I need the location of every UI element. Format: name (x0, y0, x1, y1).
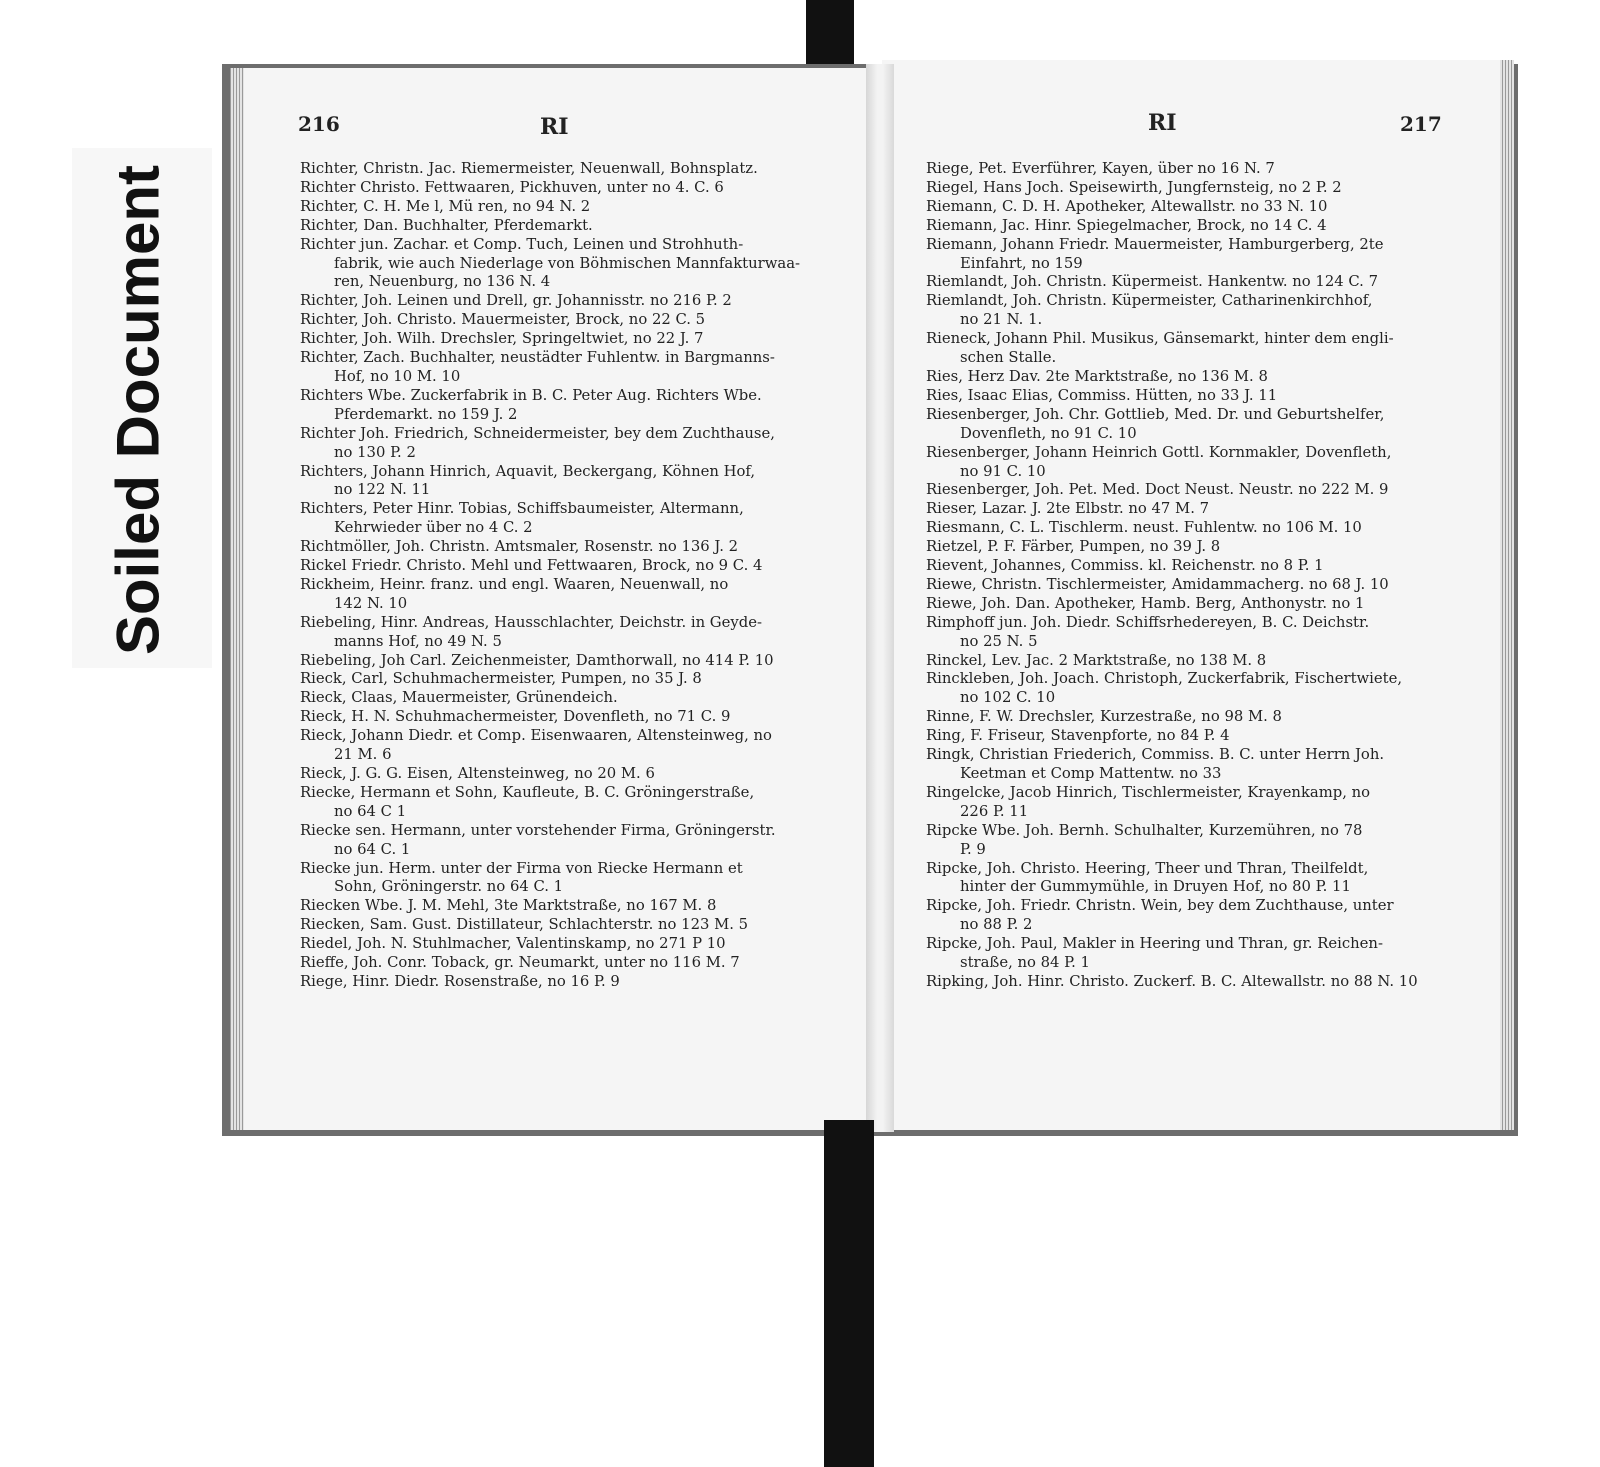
directory-entry: Ring, F. Friseur, Stavenpforte, no 84 P. 4 (926, 727, 1230, 745)
directory-entry: Richter, Dan. Buchhalter, Pferdemarkt. (300, 216, 593, 234)
directory-entry: Ripking, Joh. Hinr. Christo. Zuckerf. B. C. Altewallstr. no 88 N. 10 (926, 972, 1418, 990)
directory-entry: Rieffe, Joh. Conr. Toback, gr. Neumarkt, unter no 116 M. 7 (300, 954, 740, 972)
directory-entry: Rievent, Johannes, Commiss. kl. Reichenstr. no 8 P. 1 (926, 557, 1324, 575)
directory-entry: Rickel Friedr. Christo. Mehl und Fettwaaren, Brock, no 9 C. 4 (300, 557, 763, 575)
right-running-head: RI (1148, 110, 1177, 136)
directory-entry: Richtmöller, Joh. Christn. Amtsmaler, Rosenstr. no 136 J. 2 (300, 538, 739, 556)
directory-entry: Riemann, Jac. Hinr. Spiegelmacher, Brock, no 14 C. 4 (926, 216, 1327, 234)
directory-entry: Riebeling, Hinr. Andreas, Hausschlachter, Deichstr. in Geyde- manns Hof, no 49 N. 5 (300, 613, 762, 650)
directory-entry: Riesenberger, Johann Heinrich Gottl. Kornmakler, Dovenfleth, no 91 C. 10 (926, 443, 1392, 480)
directory-entry: Ripcke, Joh. Paul, Makler in Heering und Thran, gr. Reichen- straße, no 84 P. 1 (926, 935, 1383, 972)
directory-entry: Richter, Joh. Leinen und Drell, gr. Johannisstr. no 216 P. 2 (300, 292, 732, 310)
directory-entry: Riegel, Hans Joch. Speisewirth, Jungfernsteig, no 2 P. 2 (926, 178, 1342, 196)
directory-entry: Riewe, Christn. Tischlermeister, Amidammacherg. no 68 J. 10 (926, 575, 1389, 593)
right-page-edge (1500, 60, 1514, 1130)
directory-entry: Rieck, Claas, Mauermeister, Grünendeich. (300, 689, 618, 707)
directory-entry: Rimphoff jun. Joh. Diedr. Schiffsrhedereyen, B. C. Deichstr. no 25 N. 5 (926, 613, 1370, 650)
directory-entry: Rinckleben, Joh. Joach. Christoph, Zuckerfabrik, Fischertwiete, no 102 C. 10 (926, 670, 1403, 707)
directory-entry: Richter jun. Zachar. et Comp. Tuch, Leinen und Strohhuth- fabrik, wie auch Niederlage von Böhmischen Mannfakturwaa- ren, Neuenburg, no 136 N. 4 (300, 235, 801, 291)
directory-entry: Riebeling, Joh Carl. Zeichenmeister, Damthorwall, no 414 P. 10 (300, 651, 774, 669)
left-running-head: RI (540, 114, 569, 140)
right-entry-list (926, 160, 1460, 992)
directory-entry: Riege, Hinr. Diedr. Rosenstraße, no 16 P. 9 (300, 972, 620, 990)
directory-entry: Rietzel, P. F. Färber, Pumpen, no 39 J. 8 (926, 538, 1221, 556)
directory-entry: Richter, Christn. Jac. Riemermeister, Neuenwall, Bohnsplatz. (300, 160, 758, 177)
directory-entry: Riesenberger, Joh. Chr. Gottlieb, Med. Dr. und Geburtshelfer, Dovenfleth, no 91 C. 10 (926, 405, 1385, 442)
directory-entry: Riecke jun. Herm. unter der Firma von Riecke Hermann et Sohn, Gröningerstr. no 64 C. 1 (300, 859, 743, 896)
directory-entry: Rickheim, Heinr. franz. und engl. Waaren, Neuenwall, no 142 N. 10 (300, 575, 729, 612)
directory-entry: Riemann, Johann Friedr. Mauermeister, Hamburgerberg, 2te Einfahrt, no 159 (926, 235, 1384, 272)
directory-entry: Riemlandt, Joh. Christn. Küpermeister, Catharinenkirchhof, no 21 N. 1. (926, 292, 1373, 329)
soiled-document-stamp: Soiled Document (104, 164, 172, 656)
directory-entry: Rieser, Lazar. J. 2te Elbstr. no 47 M. 7 (926, 500, 1210, 518)
directory-entry: Riewe, Joh. Dan. Apotheker, Hamb. Berg, Anthonystr. no 1 (926, 594, 1365, 612)
directory-entry: Riesmann, C. L. Tischlerm. neust. Fuhlentw. no 106 M. 10 (926, 519, 1362, 537)
left-page-edge (230, 68, 244, 1130)
directory-entry: Ringelcke, Jacob Hinrich, Tischlermeister, Krayenkamp, no 226 P. 11 (926, 783, 1371, 820)
directory-entry: Riesenberger, Joh. Pet. Med. Doct Neust. Neustr. no 222 M. 9 (926, 481, 1389, 499)
directory-entry: Ripcke, Joh. Friedr. Christn. Wein, bey dem Zuchthause, unter no 88 P. 2 (926, 897, 1394, 934)
directory-entry: Richter Joh. Friedrich, Schneidermeister, bey dem Zuchthause, no 130 P. 2 (300, 424, 775, 461)
bookmark-ribbon-top (806, 0, 854, 74)
directory-entry: Ries, Herz Dav. 2te Marktstraße, no 136 M. 8 (926, 367, 1268, 385)
left-entry-list (300, 160, 848, 992)
directory-entry: Richter, C. H. Me l, Mü ren, no 94 N. 2 (300, 197, 591, 215)
directory-entry: Rieck, Carl, Schuhmachermeister, Pumpen, no 35 J. 8 (300, 670, 702, 688)
directory-entry: Riege, Pet. Everführer, Kayen, über no 16 N. 7 (926, 160, 1275, 177)
directory-entry: Ripcke, Joh. Christo. Heering, Theer und Thran, Theilfeldt, hinter der Gummymühle, in Druyen Hof, no 80 P. 11 (926, 859, 1369, 896)
directory-entry: Richter, Joh. Wilh. Drechsler, Springeltwiet, no 22 J. 7 (300, 330, 704, 348)
directory-entry: Rieck, H. N. Schuhmachermeister, Dovenfleth, no 71 C. 9 (300, 708, 731, 726)
left-page-number: 216 (298, 112, 340, 136)
directory-entry: Ringk, Christian Friederich, Commiss. B. C. unter Herrn Joh. Keetman et Comp Mattentw. no 33 (926, 746, 1385, 782)
directory-entry: Richters, Peter Hinr. Tobias, Schiffsbaumeister, Altermann, Kehrwieder über no 4 C. 2 (300, 500, 744, 537)
directory-entry: Richter, Joh. Christo. Mauermeister, Brock, no 22 C. 5 (300, 311, 706, 329)
directory-entry: Riecke, Hermann et Sohn, Kaufleute, B. C. Gröningerstraße, no 64 C 1 (300, 783, 755, 820)
directory-entry: Riemann, C. D. H. Apotheker, Altewallstr. no 33 N. 10 (926, 197, 1328, 215)
directory-entry: Richters Wbe. Zuckerfabrik in B. C. Peter Aug. Richters Wbe. Pferdemarkt. no 159 J. 2 (300, 386, 762, 423)
directory-entry: Riecke sen. Hermann, unter vorstehender Firma, Gröningerstr. no 64 C. 1 (300, 821, 776, 858)
directory-entry: Rieck, J. G. G. Eisen, Altensteinweg, no 20 M. 6 (300, 765, 655, 782)
directory-entry: Riemlandt, Joh. Christn. Küpermeist. Hankentw. no 124 C. 7 (926, 273, 1378, 291)
directory-entry: Richters, Johann Hinrich, Aquavit, Beckergang, Köhnen Hof, no 122 N. 11 (300, 462, 756, 499)
book-gutter (866, 64, 894, 1132)
directory-entry: Ries, Isaac Elias, Commiss. Hütten, no 33 J. 11 (926, 386, 1278, 404)
directory-entry: Rinckel, Lev. Jac. 2 Marktstraße, no 138 M. 8 (926, 651, 1267, 669)
right-page-number: 217 (1400, 112, 1442, 136)
directory-entry: Richter, Zach. Buchhalter, neustädter Fuhlentw. in Bargmanns- Hof, no 10 M. 10 (300, 349, 775, 385)
directory-entry: Rieneck, Johann Phil. Musikus, Gänsemarkt, hinter dem engli- schen Stalle. (926, 330, 1394, 367)
directory-entry: Ripcke Wbe. Joh. Bernh. Schulhalter, Kurzemühren, no 78 P. 9 (926, 821, 1363, 858)
directory-entry: Rinne, F. W. Drechsler, Kurzestraße, no 98 M. 8 (926, 708, 1282, 726)
directory-entry: Riedel, Joh. N. Stuhlmacher, Valentinskamp, no 271 P 10 (300, 935, 726, 953)
directory-entry: Richter Christo. Fettwaaren, Pickhuven, unter no 4. C. 6 (300, 178, 724, 196)
directory-entry: Riecken, Sam. Gust. Distillateur, Schlachterstr. no 123 M. 5 (300, 916, 749, 934)
directory-entry: Rieck, Johann Diedr. et Comp. Eisenwaaren, Altensteinweg, no 21 M. 6 (300, 727, 772, 764)
bookmark-ribbon-bottom (824, 1120, 874, 1467)
directory-entry: Riecken Wbe. J. M. Mehl, 3te Marktstraße, no 167 M. 8 (300, 897, 717, 915)
